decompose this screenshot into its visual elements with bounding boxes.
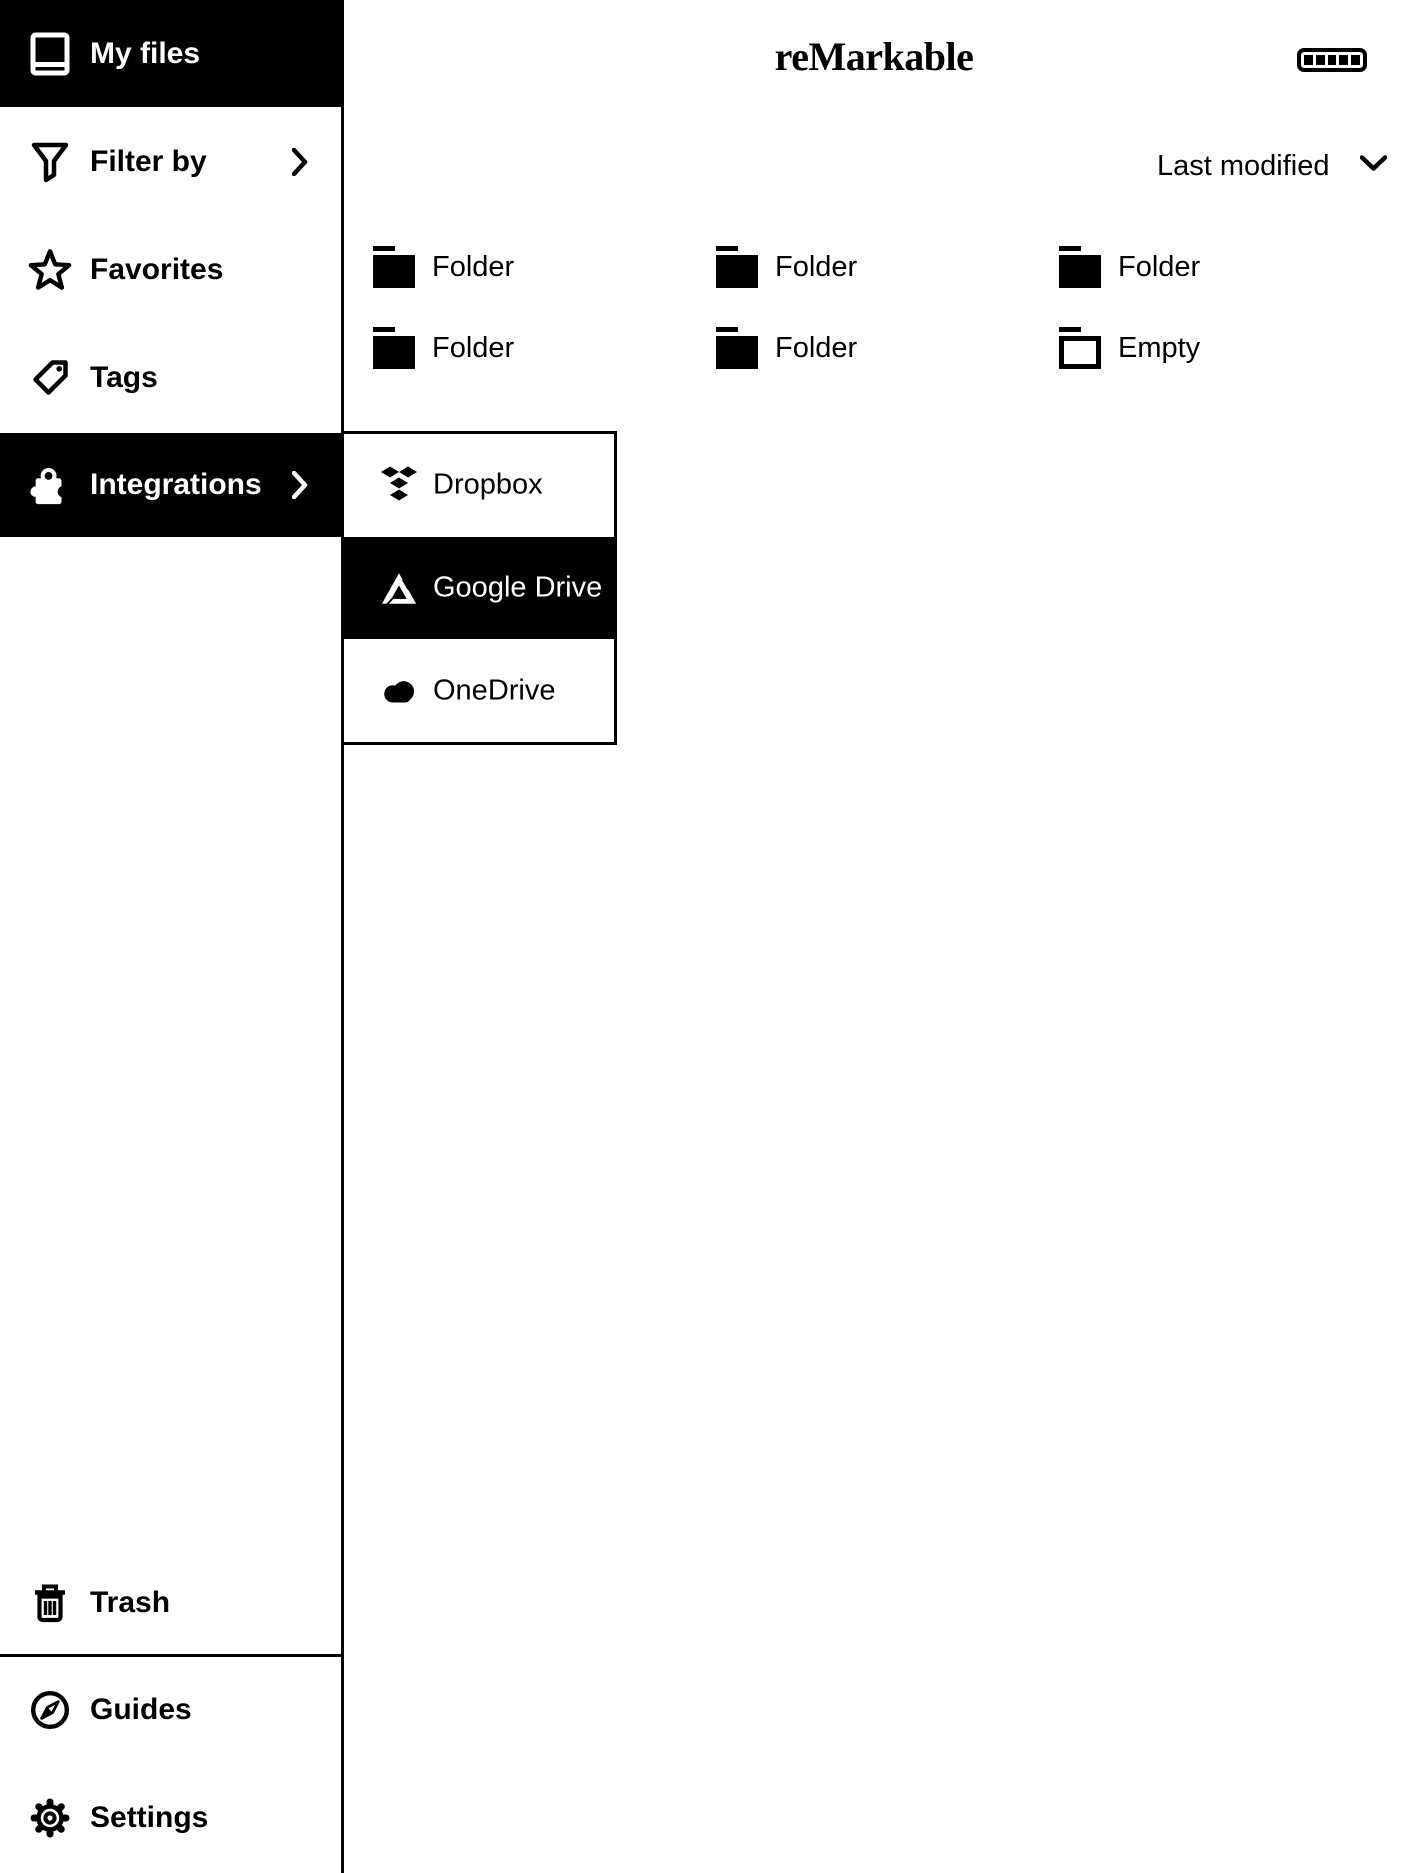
file-item-folder[interactable]: Folder <box>373 246 514 288</box>
tablet-icon <box>28 31 72 77</box>
file-item-folder[interactable]: Folder <box>716 327 857 369</box>
remarkable-logo: reMarkable <box>774 34 974 79</box>
dropbox-icon <box>378 464 420 506</box>
trash-icon <box>28 1580 72 1626</box>
gear-icon <box>28 1795 72 1841</box>
google-drive-icon <box>378 567 420 609</box>
submenu-item-dropbox[interactable]: Dropbox <box>344 434 614 537</box>
submenu-item-onedrive[interactable]: OneDrive <box>344 639 614 742</box>
submenu-item-google-drive[interactable]: Google Drive <box>344 537 614 640</box>
folder-icon <box>716 327 758 369</box>
puzzle-icon <box>28 462 72 508</box>
battery-segment <box>1351 55 1360 65</box>
folder-icon <box>716 246 758 288</box>
folder-icon <box>373 327 415 369</box>
compass-icon <box>28 1687 72 1733</box>
sidebar-divider <box>0 1654 341 1657</box>
integrations-submenu <box>341 431 617 745</box>
onedrive-icon <box>378 670 420 712</box>
chevron-down-icon <box>1360 155 1387 177</box>
file-item-folder[interactable]: Folder <box>1059 246 1200 288</box>
chevron-right-icon <box>292 148 308 176</box>
sidebar <box>0 0 344 1873</box>
battery-segment <box>1316 55 1325 65</box>
filter-icon <box>28 139 72 185</box>
folder-icon <box>1059 246 1101 288</box>
empty-folder-icon <box>1059 327 1101 369</box>
file-item-empty-folder[interactable]: Empty <box>1059 327 1200 369</box>
my-files-header[interactable] <box>0 0 344 107</box>
battery-icon <box>1297 48 1367 72</box>
battery-segment <box>1304 55 1313 65</box>
sidebar-item-guides[interactable]: Guides <box>0 1658 341 1762</box>
sort-dropdown[interactable] <box>1157 149 1387 183</box>
sidebar-item-settings[interactable]: Settings <box>0 1766 341 1870</box>
star-icon <box>28 247 72 293</box>
battery-segment <box>1339 55 1348 65</box>
sort-label: Last modified <box>1157 149 1330 182</box>
my-files-label: My files <box>90 36 201 70</box>
file-item-folder[interactable]: Folder <box>716 246 857 288</box>
sidebar-item-trash[interactable]: Trash <box>0 1551 341 1655</box>
sidebar-item-favorites[interactable]: Favorites <box>0 218 341 322</box>
tag-icon <box>28 355 72 401</box>
sidebar-item-filter-by[interactable]: Filter by <box>0 110 341 214</box>
sidebar-item-tags[interactable]: Tags <box>0 326 341 430</box>
sidebar-item-integrations[interactable]: Integrations <box>0 433 344 537</box>
folder-icon <box>373 246 415 288</box>
battery-segment <box>1328 55 1337 65</box>
chevron-right-icon <box>292 471 308 499</box>
file-item-folder[interactable]: Folder <box>373 327 514 369</box>
